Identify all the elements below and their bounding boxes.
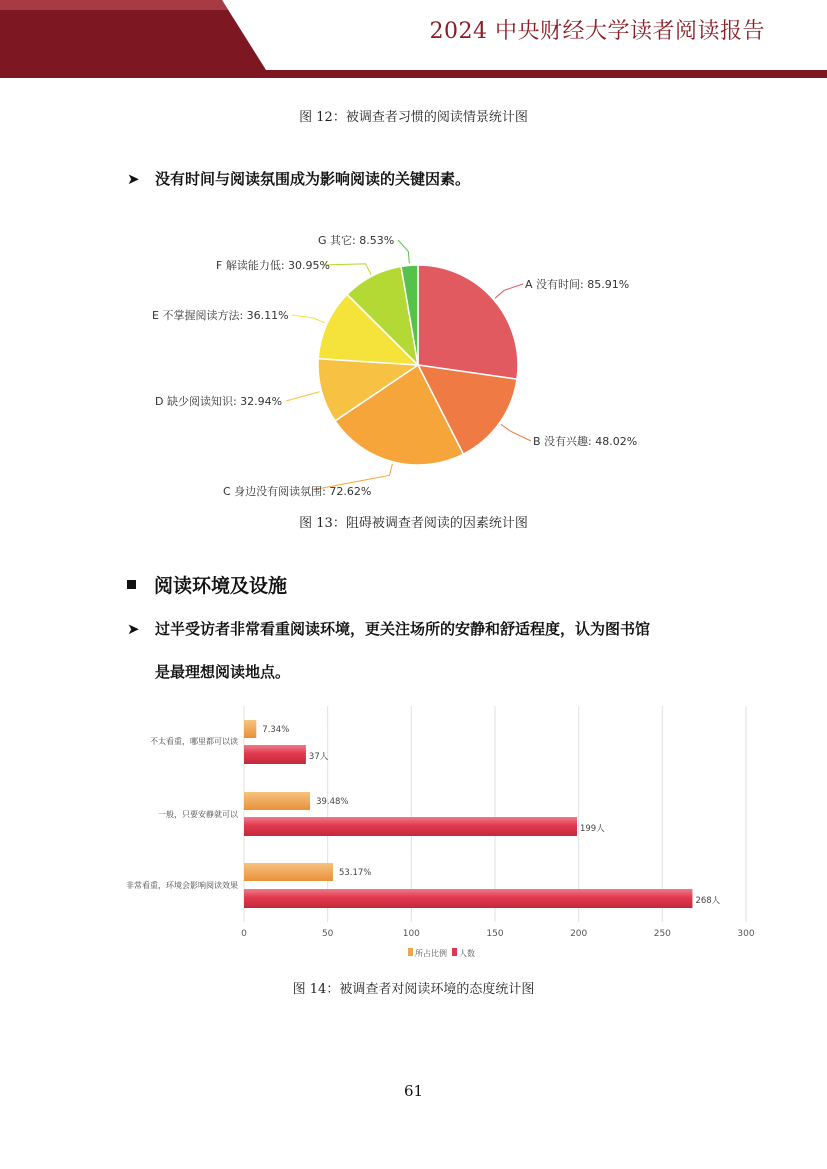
pie-leader-d xyxy=(286,392,320,401)
count-bar-2 xyxy=(244,817,577,836)
pct-label-2: 39.48% xyxy=(316,797,349,807)
bar-chart xyxy=(0,700,827,965)
bullet-2 xyxy=(127,618,650,639)
fig13-caption: 图 13：阻碍被调查者阅读的因素统计图 xyxy=(299,516,528,531)
count-bar-3 xyxy=(244,889,692,908)
x-tick-label: 50 xyxy=(321,929,334,939)
x-tick-label: 150 xyxy=(486,929,504,939)
pie-label-d: D 缺少阅读知识: 32.94% xyxy=(155,395,283,408)
pie-label-e: E 不掌握阅读方法: 36.11% xyxy=(152,309,289,322)
ratio-bar-3 xyxy=(244,863,333,881)
count-label-1: 37人 xyxy=(308,752,329,762)
pie-leader-a xyxy=(495,284,523,298)
pie-label-g: G 其它: 8.53% xyxy=(318,234,395,247)
pie-label-c: C 身边没有阅读氛围: 72.62% xyxy=(223,485,372,498)
bullet-1-text: 没有时间与阅读氛围成为影响阅读的关键因素。 xyxy=(155,170,471,188)
header-title: 2024 中央财经大学读者阅读报告 xyxy=(429,19,765,44)
x-tick-label: 250 xyxy=(653,929,671,939)
bullet-2-text-line2: 是最理想阅读地点。 xyxy=(155,663,291,681)
count-bar-1 xyxy=(244,745,306,764)
x-tick-label: 200 xyxy=(570,929,588,939)
bar-marks xyxy=(244,720,692,908)
pct-label-3: 53.17% xyxy=(338,868,372,878)
pie-leader-e xyxy=(292,315,325,323)
fig14-caption: 图 14：被调查者对阅读环境的态度统计图 xyxy=(292,982,535,997)
fig12-caption: 图 12：被调查者习惯的阅读情景统计图 xyxy=(299,110,528,125)
section-title xyxy=(127,571,287,598)
bar-x-ticks xyxy=(241,929,755,939)
bullet-1 xyxy=(127,168,470,189)
bar-legend xyxy=(408,948,475,958)
pie-label-b: B 没有兴趣: 48.02% xyxy=(533,435,638,448)
pie-leader-b xyxy=(501,424,531,441)
legend-label-ratio: 所占比例 xyxy=(415,949,447,958)
header-top-strip xyxy=(0,0,228,10)
page-number: 61 xyxy=(403,1082,424,1100)
pie-label-a: A 没有时间: 85.91% xyxy=(525,278,630,291)
pie-leader-g xyxy=(398,240,409,263)
square-bullet-icon xyxy=(127,580,136,589)
ratio-bar-2 xyxy=(244,792,310,810)
bar-category-label-1: 不太看重，哪里都可以读 xyxy=(150,737,238,746)
pie-slice-a xyxy=(418,265,518,379)
bar-category-labels xyxy=(126,736,239,891)
legend-swatch-count xyxy=(452,948,457,956)
x-tick-label: 0 xyxy=(241,929,247,939)
pie-chart xyxy=(0,220,827,530)
arrow-icon: ➤ xyxy=(127,170,140,188)
bullet-2-text-line1: 过半受访者非常看重阅读环境，更关注场所的安静和舒适程度，认为图书馆 xyxy=(155,620,651,638)
pct-label-1: 7.34% xyxy=(262,725,290,735)
ratio-bar-1 xyxy=(244,720,256,738)
count-label-3: 268人 xyxy=(695,896,721,906)
legend-swatch-ratio xyxy=(408,948,413,956)
x-tick-label: 100 xyxy=(402,929,420,939)
count-label-2: 199人 xyxy=(579,824,605,834)
x-tick-label: 300 xyxy=(737,929,755,939)
section-title-text: 阅读环境及设施 xyxy=(154,575,288,597)
pie-label-f: F 解读能力低: 30.95% xyxy=(216,259,330,272)
bar-category-label-3: 非常看重，环境会影响阅读效果 xyxy=(126,881,238,890)
arrow-icon: ➤ xyxy=(127,620,140,638)
legend-label-count: 人数 xyxy=(459,949,475,958)
pie-slices xyxy=(318,265,518,465)
bar-category-label-2: 一般，只要安静就可以 xyxy=(158,810,238,819)
